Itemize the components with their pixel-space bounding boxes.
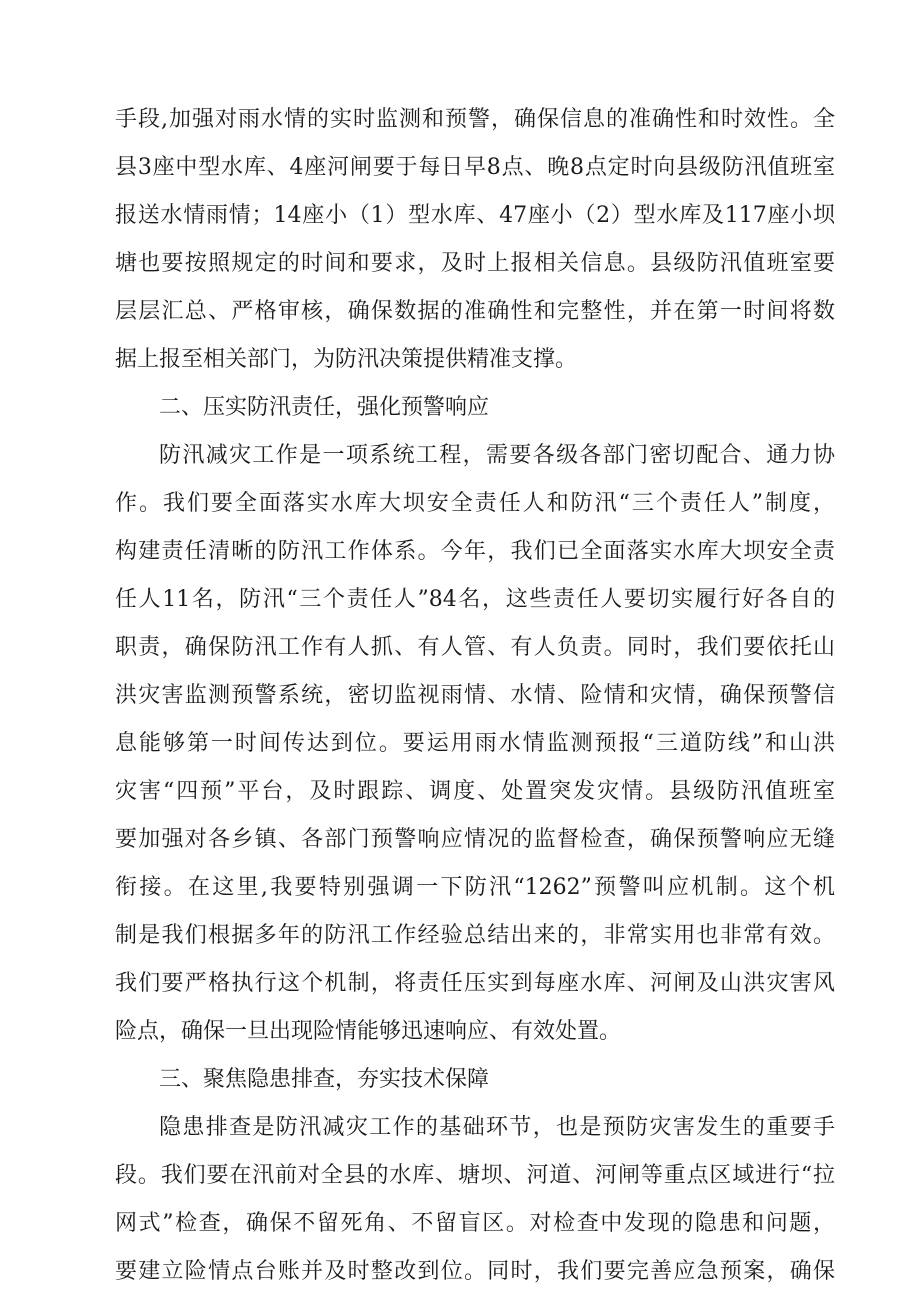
section-heading-2: 二、压实防汛责任，强化预警响应: [159, 395, 490, 420]
paragraph-1-line-5: 层层汇总、严格审核，确保数据的准确性和完整性，并在第一时间将数: [115, 299, 835, 324]
paragraph-2-line-9: 要加强对各乡镇、各部门预警响应情况的监督检查，确保预警响应无缝: [115, 827, 835, 852]
paragraph-3-line-2: 段。我们要在汛前对全县的水库、塘坝、河道、河闸等重点区域进行“拉: [115, 1163, 835, 1188]
paragraph-3-line-4: 要建立险情点台账并及时整改到位。同时，我们要完善应急预案，确保: [115, 1259, 835, 1284]
paragraph-2-line-1: 防汛减灾工作是一项系统工程，需要各级各部门密切配合、通力协: [159, 443, 835, 468]
paragraph-1-line-6: 据上报至相关部门，为防汛决策提供精准支撑。: [115, 347, 578, 372]
paragraph-3-line-1: 隐患排查是防汛减灾工作的基础环节，也是预防灾害发生的重要手: [159, 1115, 835, 1140]
paragraph-2-line-10: 衔接。在这里,我要特别强调一下防汛“1262”预警叫应机制。这个机: [115, 875, 835, 900]
paragraph-2-line-12: 我们要严格执行这个机制，将责任压实到每座水库、河闸及山洪灾害风: [115, 971, 835, 996]
paragraph-1-line-1: 手段,加强对雨水情的实时监测和预警，确保信息的准确性和时效性。全: [115, 107, 835, 132]
paragraph-1-line-3: 报送水情雨情；14座小（1）型水库、47座小（2）型水库及117座小坝: [115, 203, 835, 228]
paragraph-2-line-8: 灾害“四预”平台，及时跟踪、调度、处置突发灾情。县级防汛值班室: [115, 779, 835, 804]
paragraph-2-line-4: 任人11名，防汛“三个责任人”84名，这些责任人要切实履行好各自的: [115, 587, 835, 612]
paragraph-1-line-2: 县3座中型水库、4座河闸要于每日早8点、晚8点定时向县级防汛值班室: [115, 155, 835, 180]
paragraph-3-line-3: 网式”检查，确保不留死角、不留盲区。对检查中发现的隐患和问题，: [115, 1211, 835, 1236]
paragraph-2-line-13: 险点，确保一旦出现险情能够迅速响应、有效处置。: [115, 1019, 622, 1044]
paragraph-2-line-7: 息能够第一时间传达到位。要运用雨水情监测预报“三道防线”和山洪: [115, 731, 835, 756]
paragraph-2-line-6: 洪灾害监测预警系统，密切监视雨情、水情、险情和灾情，确保预警信: [115, 683, 835, 708]
paragraph-2-line-3: 构建责任清晰的防汛工作体系。今年，我们已全面落实水库大坝安全责: [115, 539, 835, 564]
paragraph-2-line-11: 制是我们根据多年的防汛工作经验总结出来的，非常实用也非常有效。: [115, 923, 835, 948]
paragraph-2-line-5: 职责，确保防汛工作有人抓、有人管、有人负责。同时，我们要依托山: [115, 635, 835, 660]
paragraph-1-line-4: 塘也要按照规定的时间和要求，及时上报相关信息。县级防汛值班室要: [115, 251, 835, 276]
paragraph-2-line-2: 作。我们要全面落实水库大坝安全责任人和防汛“三个责任人”制度，: [115, 491, 835, 516]
section-heading-3: 三、聚焦隐患排查，夯实技术保障: [159, 1067, 490, 1092]
